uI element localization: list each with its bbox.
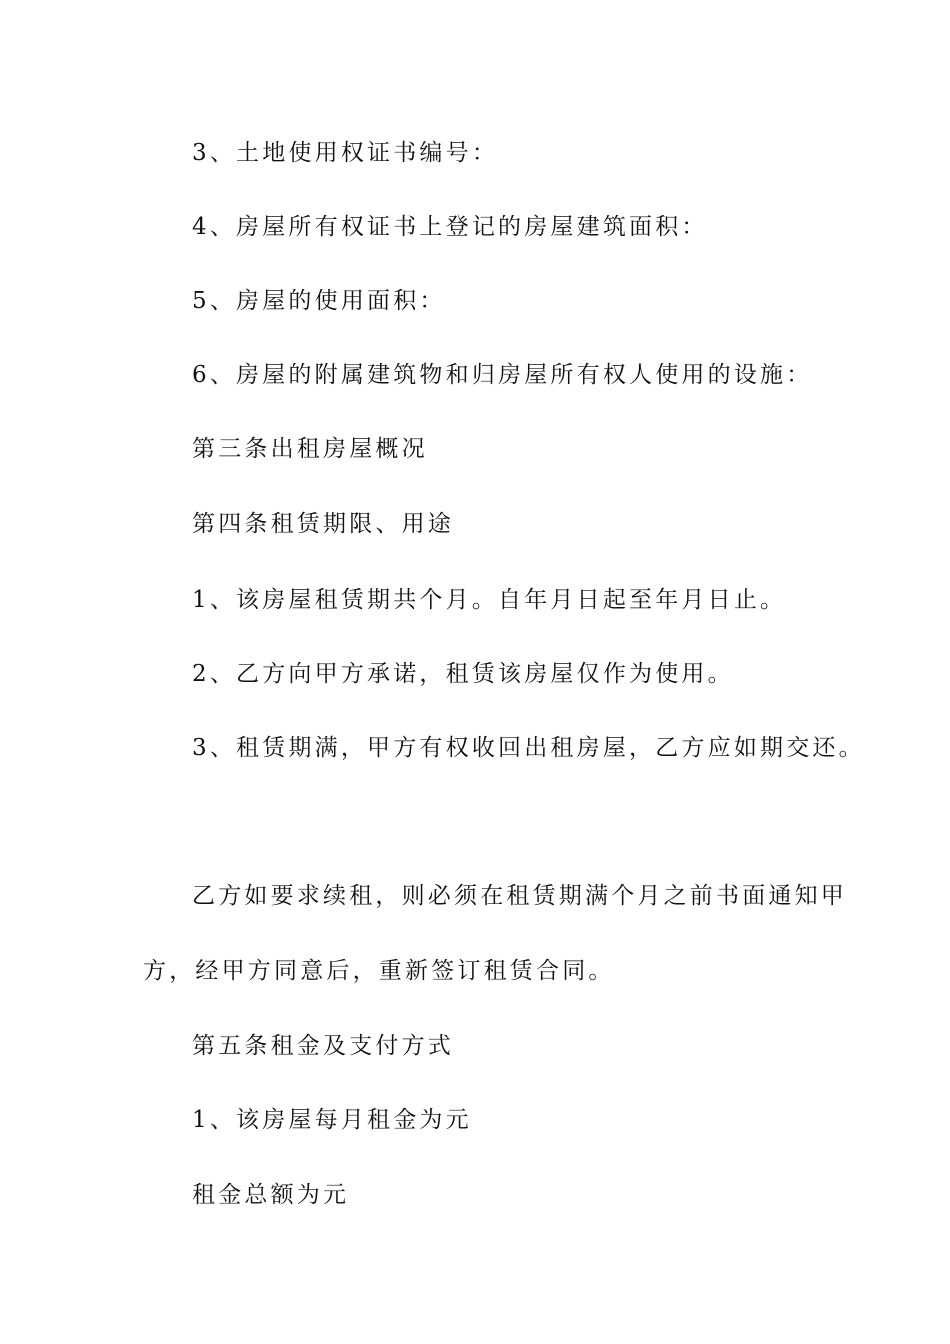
- section-heading-article-3: 第三条出租房屋概况: [192, 436, 428, 462]
- text-line-lease-purpose: 2、乙方向甲方承诺，租赁该房屋仅作为使用。: [192, 661, 734, 687]
- text-line-renewal-continuation: 方，经甲方同意后，重新签订租赁合同。: [143, 958, 615, 984]
- text-line-lease-expiry: 3、租赁期满，甲方有权收回出租房屋，乙方应如期交还。: [192, 735, 865, 761]
- text-line-total-rent: 租金总额为元: [192, 1182, 350, 1208]
- text-line-lease-term: 1、该房屋租赁期共个月。自年月日起至年月日止。: [192, 587, 787, 613]
- text-line-usable-area: 5、房屋的使用面积：: [192, 288, 446, 314]
- section-heading-article-5: 第五条租金及支付方式: [192, 1033, 454, 1059]
- text-line-renewal-notice: 乙方如要求续租，则必须在租赁期满个月之前书面通知甲: [192, 883, 847, 909]
- text-line-land-certificate-number: 3、土地使用权证书编号：: [192, 140, 499, 166]
- section-heading-article-4: 第四条租赁期限、用途: [192, 511, 454, 537]
- text-line-ancillary-facilities: 6、房屋的附属建筑物和归房屋所有权人使用的设施：: [192, 362, 813, 388]
- text-line-building-area: 4、房屋所有权证书上登记的房屋建筑面积：: [192, 214, 708, 240]
- text-line-monthly-rent: 1、该房屋每月租金为元: [192, 1107, 472, 1133]
